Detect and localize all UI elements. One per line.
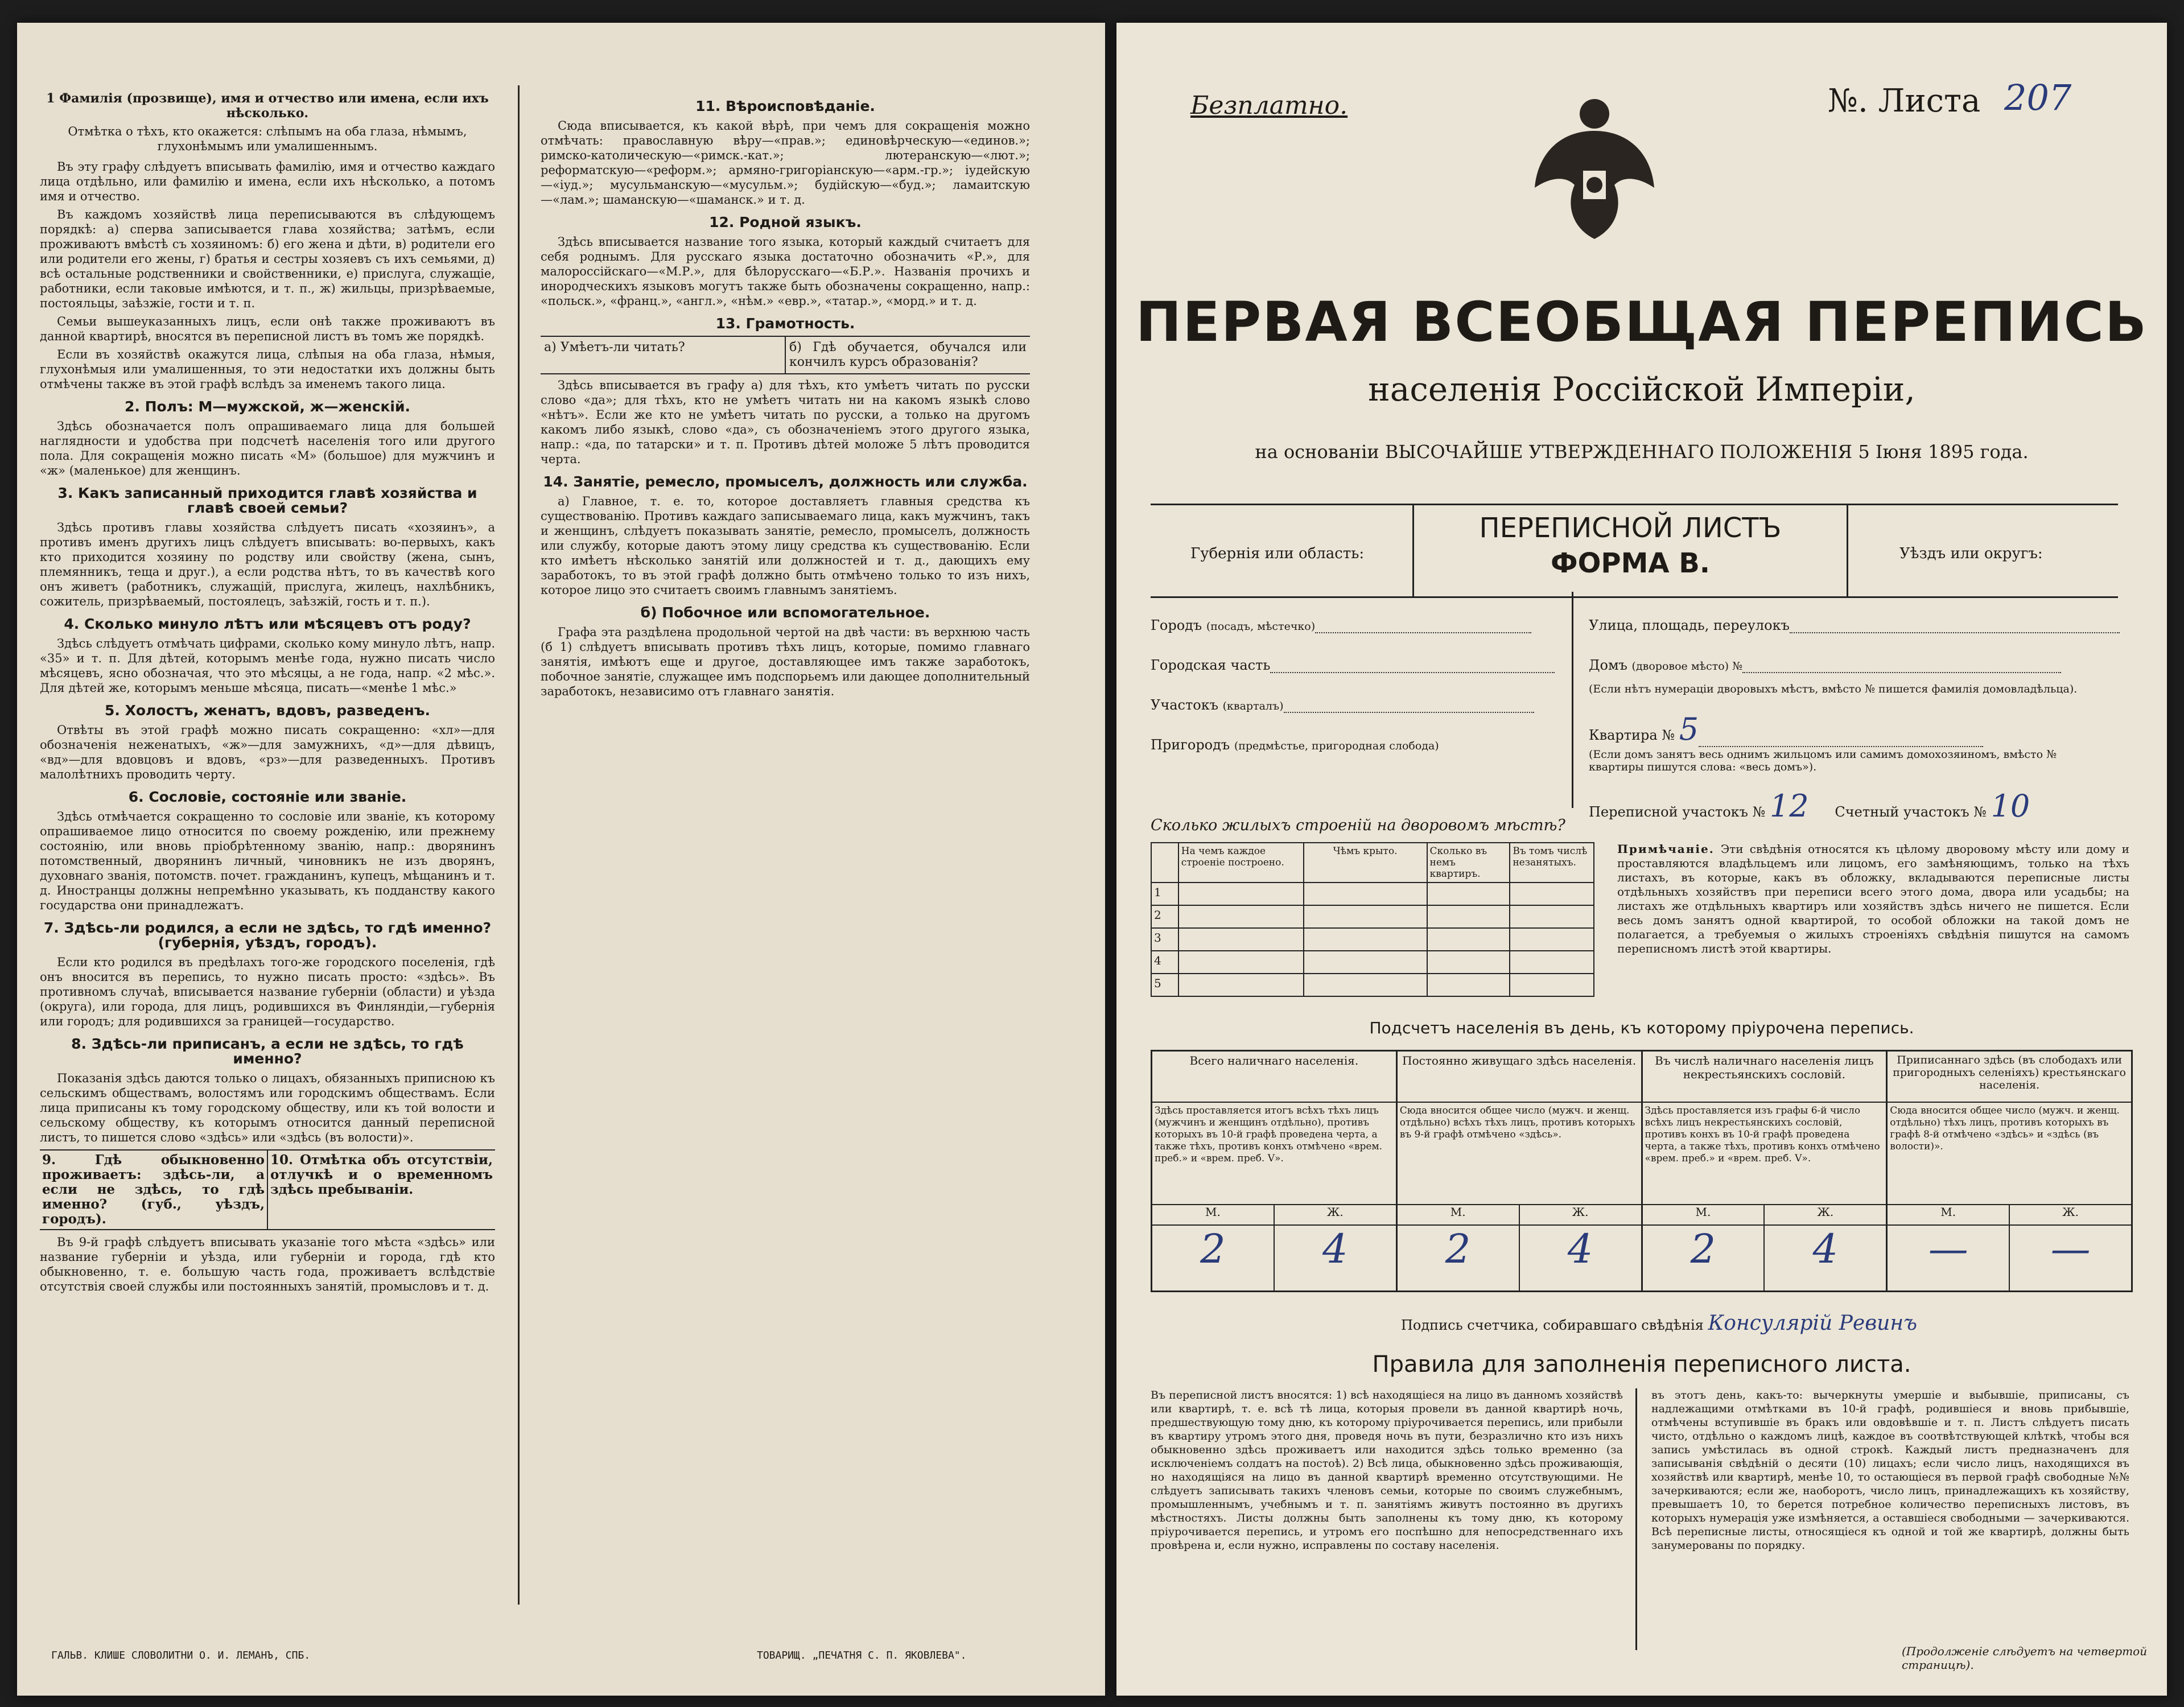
- province-label: Губернія или область:: [1190, 545, 1365, 562]
- dwellings-question: Сколько жилыхъ строеній на дворовомъ мѣстѣ?: [1151, 817, 1565, 834]
- city-part-line: [1270, 672, 1555, 673]
- section-text: Здѣсь вписывается въ графу а) для тѣхъ, кто умѣетъ читать по русски слово «да»; для тѣхъ, кто не умѣетъ читать ни на какомъ языкѣ слово «нѣтъ». Если же кто не умѣетъ читать по русски, а только на другомъ какомъ либо языкѣ, слово «да», съ обозначеніемъ этого другого языка, напр.: «да, по татарски» и т. п. Противъ дѣтей моложе 5 лѣтъ проводится черта.: [541, 378, 1030, 466]
- census-district-value: 12: [1769, 788, 1809, 824]
- buildings-cell[interactable]: [1427, 928, 1510, 951]
- suburb-label: Пригородъ: [1151, 737, 1230, 753]
- col1-box: 10. Отмѣтка объ отсутствіи, отлучкѣ и о временномъ здѣсь пребываніи.: [270, 1152, 493, 1197]
- count-district-label: Счетный участокъ №: [1835, 804, 1987, 820]
- count-col-text: Сюда вносится общее число (мужч. и женщ. отдѣльно) всѣхъ тѣхъ лицъ, противъ которыхъ въ 9-й графѣ отмѣчено «здѣсь».: [1398, 1103, 1641, 1205]
- count-col-male-label: М.: [1643, 1205, 1765, 1224]
- count-col-male-value[interactable]: 2: [1643, 1226, 1765, 1290]
- count-col-title: Постоянно живущаго здѣсь населенія.: [1398, 1052, 1641, 1103]
- count-col-female-value[interactable]: 4: [1812, 1226, 1839, 1272]
- section-title: 2. Полъ: М—мужской, ж—женскій.: [124, 398, 410, 415]
- count-table: [1151, 1050, 2133, 1292]
- precinct-label: Участокъ: [1151, 697, 1218, 713]
- count-col-female-label: Ж.: [1572, 1205, 1589, 1219]
- signature-field[interactable]: [1401, 1312, 1917, 1335]
- sheet-number-value: 207: [2004, 77, 2072, 118]
- imperial-eagle-emblem: [1526, 91, 1663, 245]
- sheet-number-label: №. Листа: [1828, 83, 1981, 119]
- buildings-cell[interactable]: [1304, 905, 1427, 928]
- buildings-cell[interactable]: [1427, 883, 1510, 905]
- apartment-label: Квартира №: [1589, 727, 1675, 743]
- suburb-hint: (предмѣстье, пригородная слобода): [1234, 740, 1439, 752]
- city-hint: (посадъ, мѣстечко): [1206, 620, 1316, 633]
- count-col-permanent: [1398, 1052, 1643, 1290]
- count-col-total: [1152, 1052, 1398, 1290]
- section-title: 7. Здѣсь-ли родился, а если не здѣсь, то гдѣ именно? (губернія, уѣздъ, городъ).: [43, 920, 492, 951]
- section-text: Здѣсь противъ главы хозяйства слѣдуетъ писать «хозяинъ», а противъ именъ другихъ лицъ слѣдуетъ вписывать: во-первыхъ, какъ кто приходится хозяину по родству или свойству (жена, сынъ, племянникъ, теща и друг.), а если родства нѣтъ, то въ качествѣ кого онъ живетъ (работникъ, служащій, прислуга, жилецъ, нахлѣбникъ, сожитель, призрѣваемый, постоялецъ, заѣзжій, гость и т. п.).: [40, 521, 495, 608]
- count-col-peasant: [1888, 1052, 2131, 1290]
- buildings-cell[interactable]: [1510, 974, 1594, 996]
- buildings-header-roof: Чѣмъ крыто.: [1304, 843, 1427, 883]
- count-col-female-label: Ж.: [2062, 1205, 2079, 1219]
- right-page: [1116, 23, 2167, 1696]
- city-field[interactable]: [1151, 617, 1531, 633]
- buildings-cell[interactable]: [1304, 883, 1427, 905]
- count-title: Подсчетъ населенія въ день, къ которому пріурочена перепись.: [1369, 1019, 1914, 1037]
- rules-column-1: Въ переписной листъ вносятся: 1) всѣ находящіеся на лицо въ данномъ хозяйствѣ или квартирѣ, т. е. всѣ тѣ лица, которыя провели въ данной квартирѣ ночь, предшествующую тому дню, къ которому пріурочивается перепись, или прибыли въ квартиру утромъ этого дня, проведя ночь въ пути, безразлично кто изъ нихъ обыкновенно здѣсь проживаетъ или находится здѣсь только временно (за исключеніемъ солдатъ на постоѣ). 2) Всѣ лица, обыкновенно здѣсь проживающія, но находящіяся на лицо въ данной квартирѣ временно отсутствующими. Не слѣдуетъ записывать такихъ членовъ семьи, которые по своимъ служебнымъ, промышленнымъ, учебнымъ и т. п. занятіямъ живутъ постоянно въ другихъ мѣстностяхъ. Листы должны быть заполнены къ тому дню, къ которому пріурочивается перепись, и утромъ его поспѣшно для непосредственнаго ихъ провѣрена и, если нужно, исправлены по составу населенія.: [1151, 1389, 1623, 1552]
- section-text: Здѣсь обозначается полъ опрашиваемаго лица для большей наглядности и удобства при подсчетѣ населенія того или другого пола. Для сокращенія можно писать «М» (большое) для мужчинъ и «ж» (маленькое) для женщинъ.: [40, 419, 495, 477]
- form-title: ПЕРЕПИСНОЙ ЛИСТЪ: [1479, 512, 1782, 544]
- column-divider: [518, 85, 520, 1605]
- form-letter: ФОРМА В.: [1550, 547, 1711, 579]
- city-line: [1315, 632, 1531, 633]
- buildings-cell[interactable]: [1304, 974, 1427, 996]
- census-district-field[interactable]: [1589, 788, 2030, 824]
- buildings-cell[interactable]: [1178, 951, 1304, 974]
- signature-value: Консулярій Ревинъ: [1708, 1312, 1918, 1335]
- buildings-row-number: 3: [1151, 928, 1178, 951]
- free-label: Безплатно.: [1190, 91, 1348, 120]
- section-title: 9. Гдѣ обыкновенно проживаетъ: здѣсь-ли, а если не здѣсь, то гдѣ именно? (губ., уѣздъ, городъ).: [42, 1152, 265, 1227]
- count-col-female-value[interactable]: 4: [1322, 1226, 1348, 1272]
- rules-title: Правила для заполненія переписного листа.: [1372, 1351, 1911, 1378]
- suburb-field[interactable]: [1151, 737, 1439, 753]
- buildings-header-material: На чемъ каждое строеніе построено.: [1178, 843, 1304, 883]
- footer-printer-right: ТОВАРИЩ. „ПЕЧАТНЯ С. П. ЯКОВЛЕВА".: [757, 1650, 967, 1661]
- section-text: а) Главное, т. е. то, которое доставляетъ главныя средства къ существованію. Противъ каждаго записываемаго лица, какъ мужчинъ, такъ и женщинъ, слѣдуетъ показывать занятіе, ремесло, промыселъ, должность или службу, которые даютъ этому лицу средства къ существованію. Если кто имѣетъ нѣсколько занятій или должностей и т. д., дающихъ ему заработокъ, то въ этой графѣ должно быть отмѣчено только то изъ нихъ, которое лицо это считаетъ своимъ главнымъ занятіемъ.: [541, 494, 1030, 597]
- col1-intro: 1 Фамилія (прозвище), имя и отчество или имена, если ихъ нѣсколько.: [46, 91, 489, 121]
- section-title: 14. Занятіе, ремесло, промыселъ, должность или служба.: [543, 473, 1028, 490]
- count-col-male-value[interactable]: 2: [1398, 1226, 1520, 1290]
- street-field[interactable]: [1589, 617, 2120, 633]
- rules-column-2: въ этотъ день, какъ-то: вычеркнуты умершіе и выбывшіе, приписаны, съ надлежащими отмѣтками въ 10-й графѣ, родившіеся и вновь прибывшіе, отмѣчены вступившіе въ бракъ или овдовѣвшіе и т. п. Листъ слѣдуетъ писать чисто, отдѣльно о каждомъ лицѣ, каждое въ соотвѣтствующей клѣткѣ, чтобы вся запись умѣстилась въ одной строкѣ. Каждый листъ предназначенъ для записыванія свѣдѣній о десяти (10) лицахъ; если число лицъ, находящихся въ хозяйствѣ или квартирѣ, менѣе 10, то остающіеся въ первой графѣ свободные №№ зачеркиваются; если же, наоборотъ, число лицъ, принадлежащихъ къ хозяйству, превышаетъ 10, то берется потребное количество переписныхъ листовъ, въ которыхъ нумерація уже измѣняется, а оставшіеся свободными — зачеркиваются. Всѣ переписные листы, относящіеся къ одной и той же квартирѣ, должны быть занумерованы по порядку.: [1651, 1389, 2129, 1552]
- section-text: Здѣсь вписывается название того языка, который каждый считаетъ для себя роднымъ. Для русскаго языка достаточно обозначить «Р.», для малороссійскаго—«М.Р.», для бѣлорусскаго—«Б.Р.». Названія прочихъ и инородческихъ языковъ могутъ также быть обозначены сокращенно, напр.: «польск.», «франц.», «англ.», «нѣм.» «евр.», «татар.», «морд.» и т. д.: [541, 235, 1030, 308]
- precinct-line: [1284, 712, 1534, 713]
- count-col-male-value[interactable]: 2: [1152, 1226, 1275, 1290]
- count-col-male-value[interactable]: —: [1888, 1226, 2010, 1290]
- buildings-row-number: 1: [1151, 883, 1178, 905]
- footer-printer-left: ГАЛЬВ. КЛИШЕ СЛОВОЛИТНИ О. И. ЛЕМАНЪ, СПБ.: [51, 1650, 311, 1661]
- count-col-title: Приписаннаго здѣсь (въ слободахъ или пригородныхъ селеніяхъ) крестьянскаго населенія.: [1888, 1052, 2131, 1103]
- census-district-label: Переписной участокъ №: [1589, 804, 1766, 820]
- street-line: [1790, 632, 2120, 633]
- col1-sub: Отмѣтка о тѣхъ, кто окажется: слѣпымъ на оба глаза, нѣмымъ, глухонѣмымъ или умалишеннымъ.: [68, 125, 467, 153]
- section-text: Если кто родился въ предѣлахъ того-же городского поселенія, гдѣ онъ вносится въ перепись, то нужно писать просто: «здѣсь». Въ противномъ случаѣ, вписывается название губерніи (области) и уѣзда (округа), или города, для лицъ, родившихся въ Финляндіи,—губернія или городъ; для родившихся за границей—государство.: [40, 955, 495, 1028]
- section-title: 4. Сколько минуло лѣтъ или мѣсяцевъ отъ роду?: [64, 616, 471, 632]
- count-district-value: 10: [1991, 788, 2030, 824]
- buildings-header-apartments: Сколько въ немъ квартиръ.: [1427, 843, 1510, 883]
- section-text: Графа эта раздѣлена продольной чертой на двѣ части: въ верхнюю часть (б 1) слѣдуетъ вписывать противъ тѣхъ лицъ, которые, помимо главнаго занятія, имѣютъ еще и другое, доставляющее имъ также заработокъ, побочное занятіе, служащее имъ подспорьемъ или дающее дополнительный заработокъ, независимо отъ главнаго занятія.: [541, 625, 1030, 698]
- city-part-label: Городская часть: [1151, 657, 1271, 673]
- section-text: Въ 9-й графѣ слѣдуетъ вписывать указаніе того мѣста «здѣсь» или название губерніи и уѣзда, или губерніи и города, гдѣ кто обыкновенно, т. е. большую часть года, проживаетъ вслѣдствіе отсутствія своей службы или постоянныхъ занятій, промысловъ и т. д.: [40, 1235, 495, 1293]
- apartment-value: 5: [1679, 711, 1699, 747]
- precinct-hint: (кварталъ): [1222, 700, 1284, 712]
- section-title: 12. Родной языкъ.: [709, 214, 862, 230]
- col1-paragraph: Семьи вышеуказанныхъ лицъ, если онѣ также проживаютъ въ данной квартирѣ, вносятся въ переписной листъ въ томъ же порядкѣ.: [40, 315, 495, 343]
- buildings-cell[interactable]: [1510, 928, 1594, 951]
- count-col-text: Здѣсь проставляется изъ графы 6-й число всѣхъ лицъ некрестьянскихъ сословій, противъ конхъ въ 10-й графѣ проведена черта, а также тѣхъ, противъ конхъ отмѣчено «врем. преб.» и «врем. преб. V».: [1643, 1103, 1886, 1205]
- count-col-female-label: Ж.: [1817, 1205, 1834, 1219]
- buildings-header-vacant: Въ томъ числѣ незанятыхъ.: [1510, 843, 1594, 883]
- count-col-male-label: М.: [1152, 1205, 1275, 1224]
- signature-label: Подпись счетчика, собиравшаго свѣдѣнія: [1401, 1317, 1704, 1333]
- section-text: Сюда вписывается, къ какой вѣрѣ, при чемъ для сокращенія можно отмѣчать: православную вѣру—«прав.»; единовѣрческую—«единов.»; римско-католическую—«римск.-кат.»; лютеранскую—«лют.»; реформатскую—«реформ.»; армяно-григоріанскую—«арм.-гр.»; іудейскую—«іуд.»; мусульманскую—«мусульм.»; будійскую—«буд.»; ламаитскую—«лам.»; шаманскую—«шаманск.» и т. д.: [541, 119, 1030, 207]
- section-title: б) Побочное или вспомогательное.: [640, 604, 930, 621]
- buildings-table: [1151, 842, 1594, 997]
- count-col-female-label: Ж.: [1326, 1205, 1344, 1219]
- buildings-cell[interactable]: [1304, 928, 1427, 951]
- precinct-field[interactable]: [1151, 697, 1534, 713]
- apartment-line: [1699, 746, 1983, 747]
- buildings-cell[interactable]: [1178, 905, 1304, 928]
- buildings-cell[interactable]: [1510, 883, 1594, 905]
- section-title: 6. Сословіе, состояніе или званіе.: [128, 789, 407, 805]
- house-note: (Если нѣтъ нумераціи дворовыхъ мѣстъ, вмѣсто № пишется фамилія домовладѣльца).: [1589, 683, 2078, 695]
- col1-paragraph: Въ эту графу слѣдуетъ вписывать фамилію, имя и отчество каждаго лица отдѣльно, или фамилію и имена, если ихъ нѣсколько, а потомъ имя и отчество.: [40, 160, 495, 203]
- count-col-text: Здѣсь проставляется итогъ всѣхъ тѣхъ лицъ (мужчинъ и женщинъ отдѣльно), противъ которыхъ въ 10-й графѣ проведена черта, а также тѣхъ, противъ конхъ отмѣчено «врем. преб.» и «врем. преб. V».: [1152, 1103, 1396, 1205]
- buildings-row-number: 5: [1151, 974, 1178, 996]
- left-column-1: [40, 91, 495, 1627]
- section-title: 11. Вѣроисповѣданіе.: [695, 98, 875, 114]
- street-label: Улица, площадь, переулокъ: [1589, 617, 1790, 633]
- rules-divider: [1635, 1388, 1637, 1650]
- house-hint: (дворовое мѣсто) №: [1631, 660, 1743, 673]
- section-text: Здѣсь слѣдуетъ отмѣчать цифрами, сколько кому минуло лѣтъ, напр. «35» и т. п. Для дѣтей, которымъ менѣе года, нужно писать число мѣсяцевъ, ясно обозначая, что это мѣсяцы, а не года, напр. «2 мѣс.». Для дѣтей же, которымъ меньше мѣсяца, писать—«менѣе 1 мѣс.»: [40, 637, 495, 695]
- section-text: Здѣсь отмѣчается сокращенно то сословіе или званіе, къ которому опрашиваемое лицо относится по своему рожденію, или прежнему состоянію, или вновь пріобрѣтенному званію, напр.: дворянинъ потомственный, дворянинъ личный, чиновникъ не изъ дворянъ, духовнаго званія, потомств. почет. гражданинъ, купецъ, мѣщанинъ и т. д. Иностранцы должны непремѣнно указывать, къ подданству какого государства они принадлежатъ.: [40, 810, 495, 912]
- buildings-cell[interactable]: [1427, 905, 1510, 928]
- note-text: Эти свѣдѣнія относятся къ цѣлому дворовому мѣсту или дому и проставляются владѣльцемъ или лицомъ, его замѣняющимъ, только на тѣхъ листахъ, въ которые, какъ въ обложку, вкладываются переписные листы отдѣльныхъ хозяйствъ при переписи всего этого дома, двора или усадьбы; на листахъ же отдѣльныхъ квартиръ или хозяйствъ здѣсь ничего не пишется. Если весь домъ занятъ одной квартирой, то особой обложки на такой домъ не полагается, а требуемыя о жилыхъ строеніяхъ свѣдѣнія пишутся на самомъ переписномъ листѣ этой квартиры.: [1617, 842, 2129, 955]
- section-title: 13. Грамотность.: [715, 315, 855, 332]
- col1-paragraph: Если въ хозяйствѣ окажутся лица, слѣпыя на оба глаза, нѣмыя, глухонѣмыя или умалишенныя, то эти недостатки ихъ должны быть отмѣчены также въ этой графѣ вслѣдъ за именемъ такого лица.: [40, 348, 495, 391]
- note-title: Примѣчаніе.: [1617, 842, 1715, 856]
- house-field[interactable]: [1589, 657, 2061, 673]
- fields-divider: [1572, 592, 1573, 808]
- form-header-box: [1151, 504, 2118, 598]
- note-block: [1617, 842, 2129, 956]
- document-subtitle: населенія Россійской Имперіи,: [1368, 370, 1915, 409]
- literacy-box-b: б) Гдѣ обучается, обучался или кончилъ курсъ образованія?: [789, 340, 1027, 369]
- city-part-field[interactable]: [1151, 657, 1555, 673]
- count-col-female-value[interactable]: —: [2050, 1226, 2091, 1272]
- section-title: 3. Какъ записанный приходится главѣ хозяйства и главѣ своей семьи?: [57, 485, 477, 516]
- section-text: Отвѣты въ этой графѣ можно писать сокращенно: «хл»—для обозначенія неженатыхъ, «ж»—для замужнихъ, «д»—для дѣвицъ, «вд»—для вдовцовъ и вдовъ, «рз»—для разведенныхъ. Противъ малолѣтнихъ проводить черту.: [40, 723, 495, 781]
- apartment-note: (Если домъ занятъ весь однимъ жильцомъ или самимъ домохозяиномъ, вмѣсто № квартиры пишутся слова: «весь домъ»).: [1589, 748, 2057, 773]
- house-label: Домъ: [1589, 657, 1627, 673]
- section-text: Показанія здѣсь даются только о лицахъ, обязанныхъ приписною къ сельскимъ обществамъ, волостямъ или городскимъ обществамъ. Если лица приписаны къ тому городскому обществу, или къ той волости и сельскому обществу, къ которымъ относится данный переписной листъ, то пишется слово «здѣсь» или «здѣсь (въ волости)».: [40, 1071, 495, 1144]
- count-col-non-peasant: [1643, 1052, 1888, 1290]
- section-title: 8. Здѣсь-ли приписанъ, а если не здѣсь, то гдѣ именно?: [71, 1036, 464, 1067]
- count-col-title: Въ числѣ наличнаго населенія лицъ некрестьянскихъ сословій.: [1643, 1052, 1886, 1103]
- count-col-male-label: М.: [1398, 1205, 1520, 1224]
- buildings-cell[interactable]: [1178, 883, 1304, 905]
- buildings-cell[interactable]: [1178, 928, 1304, 951]
- section-title: 5. Холостъ, женатъ, вдовъ, разведенъ.: [104, 702, 431, 719]
- count-col-male-label: М.: [1888, 1205, 2010, 1224]
- count-col-text: Сюда вносится общее число (мужч. и женщ. отдѣльно) тѣхъ лицъ, противъ которыхъ въ графѣ 8-й отмѣчено «здѣсь» и «здѣсь (въ волости)».: [1888, 1103, 2131, 1205]
- house-line: [1742, 672, 2061, 673]
- buildings-cell[interactable]: [1304, 951, 1427, 974]
- buildings-cell[interactable]: [1178, 974, 1304, 996]
- count-col-female-value[interactable]: 4: [1567, 1226, 1593, 1272]
- buildings-cell[interactable]: [1510, 905, 1594, 928]
- count-col-title: Всего наличнаго населенія.: [1152, 1052, 1396, 1103]
- buildings-cell[interactable]: [1510, 951, 1594, 974]
- left-column-2: [541, 91, 1030, 1627]
- rules-footer: (Продолженіе слѣдуетъ на четвертой страницѣ).: [1902, 1644, 2148, 1672]
- buildings-row-number: 2: [1151, 905, 1178, 928]
- apartment-field[interactable]: [1589, 711, 1983, 747]
- buildings-cell[interactable]: [1427, 974, 1510, 996]
- city-label: Городъ: [1151, 617, 1202, 633]
- buildings-cell[interactable]: [1427, 951, 1510, 974]
- document-basis: на основаніи ВЫСОЧАЙШЕ УТВЕРЖДЕННАГО ПОЛОЖЕНІЯ 5 Іюня 1895 года.: [1255, 441, 2029, 463]
- left-page: [17, 23, 1105, 1696]
- district-label: Уѣздъ или округъ:: [1899, 545, 2043, 562]
- buildings-row-number: 4: [1151, 951, 1178, 974]
- col1-paragraph: Въ каждомъ хозяйствѣ лица переписываются въ слѣдующемъ порядкѣ: а) сперва записывается глава хозяйства; затѣмъ, если проживаютъ вмѣстѣ съ хозяиномъ: б) его жена и дѣти, в) родители его или родители его жены, г) братья и сестры хозяевъ съ ихъ семьями, д) всѣ остальные родственники и свойственники, е) прислуга, служащіе, работники, если таковые имѣются, и т. п., ж) жильцы, призрѣваемые, постояльцы, заѣзжіе, гости и т. п.: [40, 208, 495, 310]
- document-title: ПЕРВАЯ ВСЕОБЩАЯ ПЕРЕПИСЬ: [1135, 290, 2148, 354]
- literacy-box-a: а) Умѣетъ-ли читать?: [541, 337, 786, 373]
